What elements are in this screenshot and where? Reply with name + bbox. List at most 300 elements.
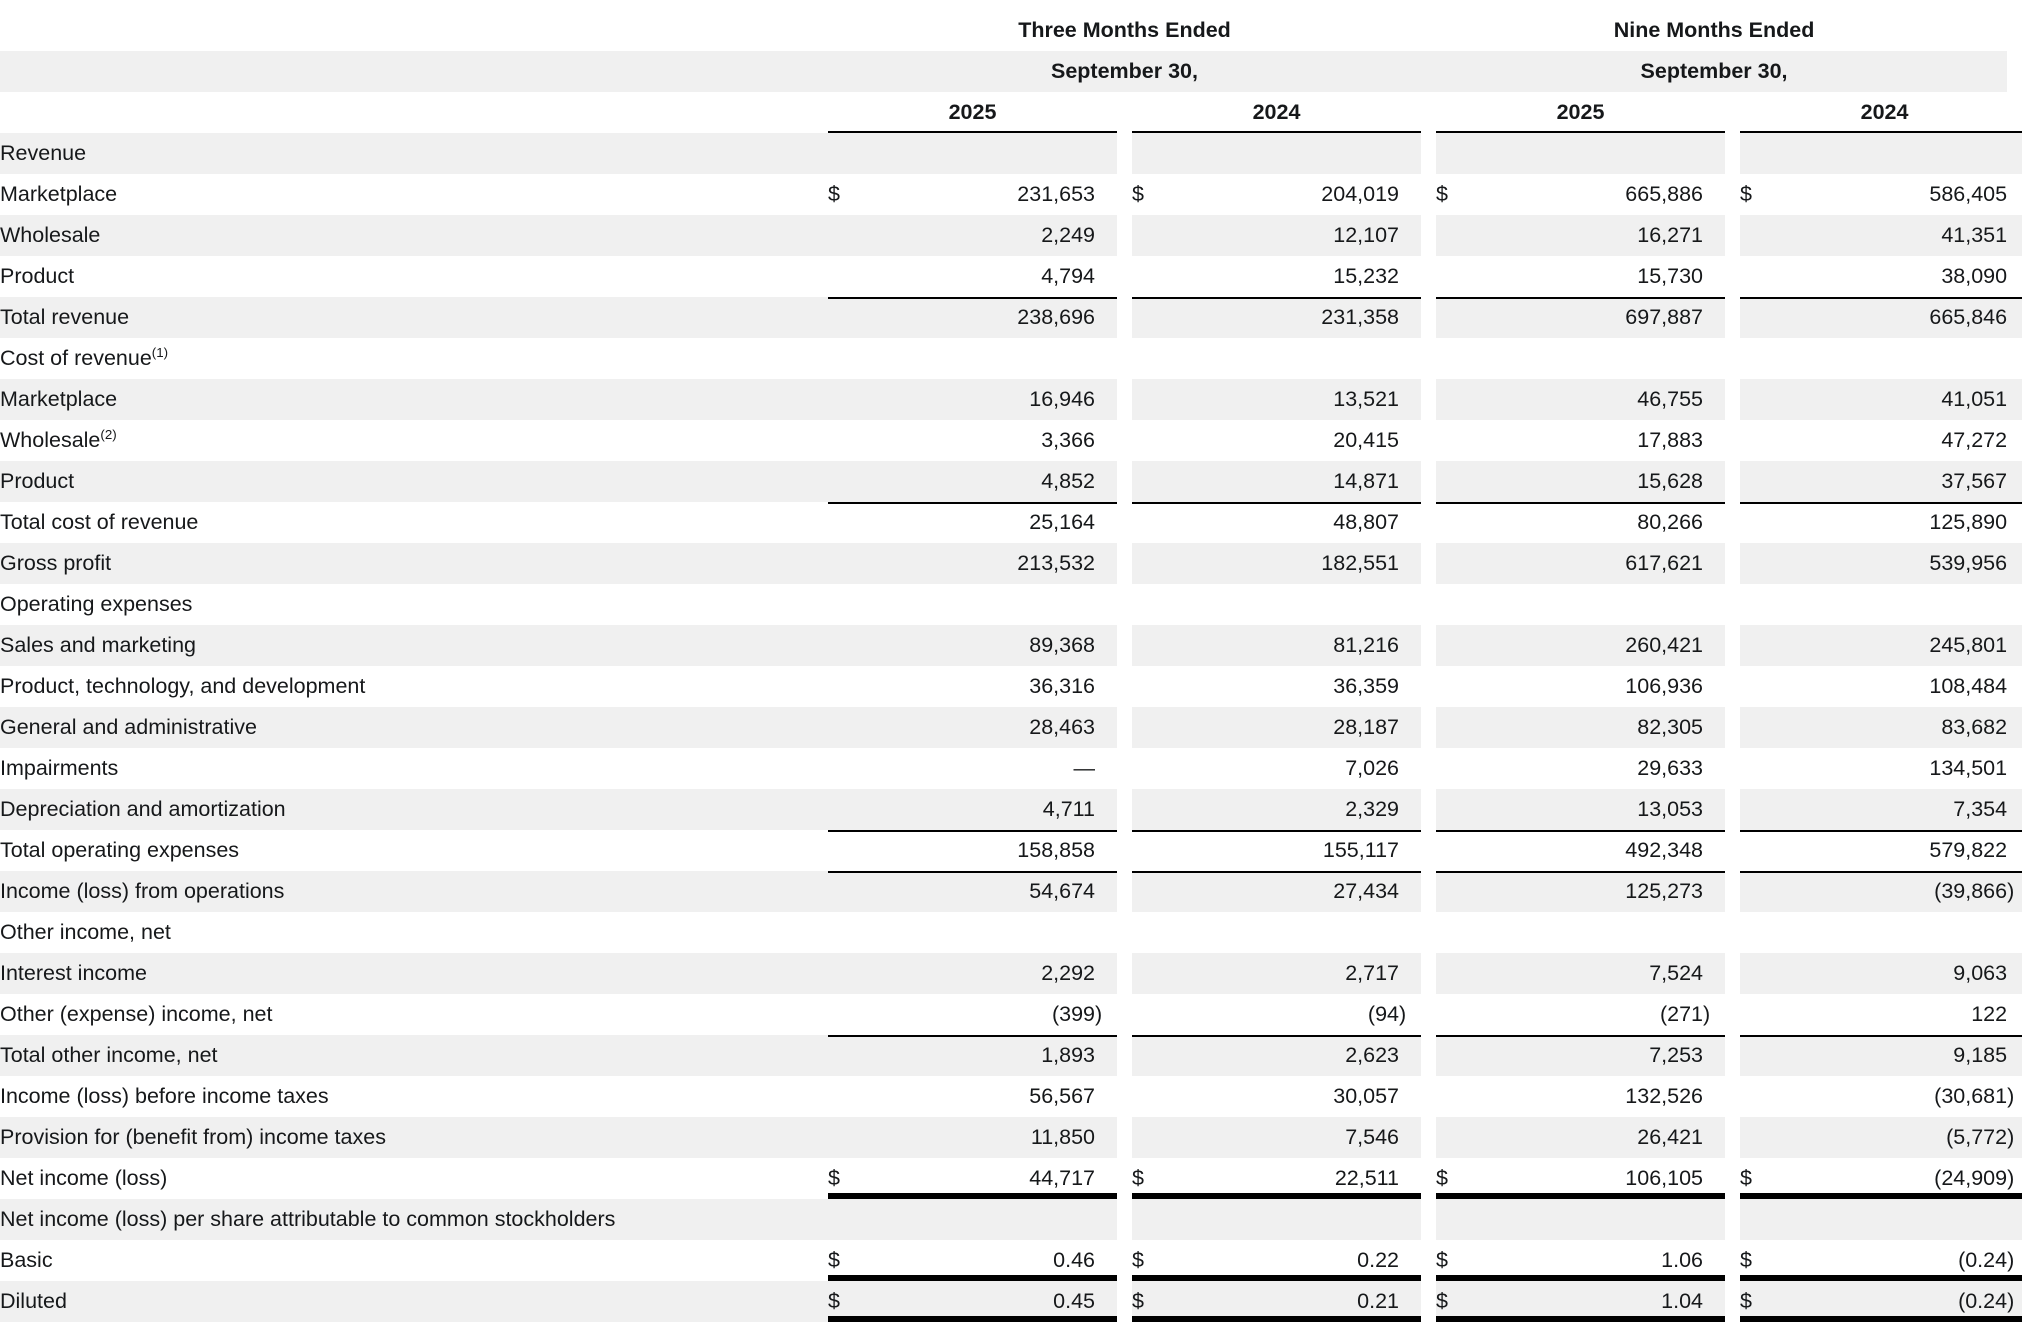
currency-symbol: [1132, 461, 1158, 502]
currency-symbol: [1436, 871, 1462, 912]
value-cell: 2,249: [854, 215, 1095, 256]
table-row: [0, 830, 2022, 871]
column-gap: [1117, 502, 1132, 543]
column-gap: [1725, 830, 1740, 871]
header-group-nine-months: Nine Months Ended: [1421, 10, 2007, 51]
income-statement-table: [0, 10, 2022, 1322]
row-label: Impairments: [0, 748, 828, 789]
paren-close: [1703, 379, 1725, 420]
value-cell: 231,358: [1158, 297, 1399, 338]
row-label: Diluted: [0, 1281, 828, 1322]
currency-symbol: [1740, 461, 1766, 502]
paren-close: [1399, 1117, 1421, 1158]
currency-symbol: [828, 625, 854, 666]
currency-symbol: [1740, 625, 1766, 666]
value-cell: 13,053: [1462, 789, 1703, 830]
paren-close: ): [1095, 994, 1117, 1035]
currency-symbol: [1436, 461, 1462, 502]
value-cell: 4,711: [854, 789, 1095, 830]
currency-symbol: $: [828, 1281, 854, 1322]
value-cell: [1158, 1199, 1399, 1240]
column-gap: [1725, 420, 1740, 461]
paren-close: [1399, 420, 1421, 461]
paren-close: [2007, 379, 2022, 420]
value-cell: 41,351: [1766, 215, 2007, 256]
value-cell: 539,956: [1766, 543, 2007, 584]
column-gap: [1421, 1076, 1436, 1117]
value-cell: (0.24: [1766, 1281, 2007, 1322]
currency-symbol: [1132, 1199, 1158, 1240]
paren-close: [2007, 666, 2022, 707]
value-cell: 9,063: [1766, 953, 2007, 994]
paren-close: [1703, 625, 1725, 666]
currency-symbol: [828, 502, 854, 543]
value-cell: 11,850: [854, 1117, 1095, 1158]
currency-symbol: $: [1740, 1281, 1766, 1322]
table-row: [0, 1035, 2022, 1076]
currency-symbol: [1740, 789, 1766, 830]
table-row: [0, 748, 2022, 789]
paren-close: [1703, 953, 1725, 994]
paren-close: [1095, 707, 1117, 748]
value-cell: 15,232: [1158, 256, 1399, 297]
value-cell: 7,354: [1766, 789, 2007, 830]
paren-close: [1399, 297, 1421, 338]
paren-close: [1703, 666, 1725, 707]
currency-symbol: [1436, 748, 1462, 789]
value-cell: 81,216: [1158, 625, 1399, 666]
currency-symbol: [1132, 502, 1158, 543]
column-gap: [1421, 297, 1436, 338]
column-gap: [1117, 871, 1132, 912]
currency-symbol: [1740, 256, 1766, 297]
column-gap: [1117, 748, 1132, 789]
column-gap: [1725, 1240, 1740, 1281]
table-row: [0, 1117, 2022, 1158]
currency-symbol: [1132, 994, 1158, 1035]
column-gap: [1725, 174, 1740, 215]
column-gap: [1725, 1281, 1740, 1322]
currency-symbol: [1132, 297, 1158, 338]
paren-close: [2007, 994, 2022, 1035]
value-cell: 697,887: [1462, 297, 1703, 338]
currency-symbol: [1436, 338, 1462, 379]
row-label: Net income (loss): [0, 1158, 828, 1199]
column-gap: [1117, 338, 1132, 379]
currency-symbol: [828, 133, 854, 174]
column-gap: [1421, 215, 1436, 256]
paren-close: [2007, 502, 2022, 543]
currency-symbol: [1132, 871, 1158, 912]
header-gap-2: [1421, 92, 1436, 133]
value-cell: [1766, 584, 2007, 625]
value-cell: 0.22: [1158, 1240, 1399, 1281]
currency-symbol: [1436, 789, 1462, 830]
paren-close: [1095, 297, 1117, 338]
value-cell: 27,434: [1158, 871, 1399, 912]
paren-close: [1703, 1158, 1725, 1199]
table-row: [0, 379, 2022, 420]
currency-symbol: [828, 338, 854, 379]
column-gap: [1117, 789, 1132, 830]
currency-symbol: $: [1740, 174, 1766, 215]
currency-symbol: [828, 1117, 854, 1158]
column-gap: [1725, 133, 1740, 174]
value-cell: 13,521: [1158, 379, 1399, 420]
value-cell: 665,846: [1766, 297, 2007, 338]
footnote-marker: (2): [100, 426, 117, 442]
value-cell: (5,772: [1766, 1117, 2007, 1158]
paren-close: [2007, 1035, 2022, 1076]
column-gap: [1421, 1035, 1436, 1076]
value-cell: 82,305: [1462, 707, 1703, 748]
column-gap: [1725, 1035, 1740, 1076]
currency-symbol: [828, 994, 854, 1035]
paren-close: ): [2007, 1158, 2022, 1199]
column-gap: [1117, 215, 1132, 256]
currency-symbol: [1132, 584, 1158, 625]
column-gap: [1421, 174, 1436, 215]
paren-close: [2007, 215, 2022, 256]
currency-symbol: [828, 420, 854, 461]
value-cell: 38,090: [1766, 256, 2007, 297]
column-gap: [1117, 994, 1132, 1035]
header-row-years: [0, 92, 2022, 133]
row-label: Total operating expenses: [0, 830, 828, 871]
value-cell: 0.45: [854, 1281, 1095, 1322]
paren-close: [1399, 1281, 1421, 1322]
currency-symbol: [1132, 625, 1158, 666]
paren-close: [1703, 789, 1725, 830]
value-cell: 16,946: [854, 379, 1095, 420]
table-row: [0, 461, 2022, 502]
paren-close: [1703, 584, 1725, 625]
paren-close: [1095, 215, 1117, 256]
paren-close: [1095, 666, 1117, 707]
column-gap: [1421, 666, 1436, 707]
column-gap: [1117, 1076, 1132, 1117]
paren-close: [1703, 748, 1725, 789]
table-row: [0, 338, 2022, 379]
currency-symbol: [1436, 1117, 1462, 1158]
value-cell: 54,674: [854, 871, 1095, 912]
currency-symbol: [1436, 994, 1462, 1035]
table-row: [0, 584, 2022, 625]
paren-close: [2007, 953, 2022, 994]
currency-symbol: $: [1132, 1158, 1158, 1199]
paren-close: [1095, 1076, 1117, 1117]
value-cell: 579,822: [1766, 830, 2007, 871]
column-gap: [1421, 912, 1436, 953]
column-gap: [1725, 994, 1740, 1035]
currency-symbol: [828, 1076, 854, 1117]
currency-symbol: [1740, 420, 1766, 461]
paren-close: [1703, 461, 1725, 502]
column-gap: [1725, 748, 1740, 789]
row-label: Income (loss) before income taxes: [0, 1076, 828, 1117]
paren-close: [1399, 789, 1421, 830]
currency-symbol: [1132, 215, 1158, 256]
value-cell: 83,682: [1766, 707, 2007, 748]
value-cell: 80,266: [1462, 502, 1703, 543]
paren-close: [1095, 830, 1117, 871]
value-cell: [1462, 133, 1703, 174]
currency-symbol: [828, 953, 854, 994]
header-gap-3: [1725, 92, 1740, 133]
currency-symbol: [1740, 338, 1766, 379]
value-cell: 14,871: [1158, 461, 1399, 502]
paren-close: [1399, 584, 1421, 625]
paren-close: [1095, 871, 1117, 912]
value-cell: 15,628: [1462, 461, 1703, 502]
paren-close: [1399, 748, 1421, 789]
currency-symbol: [1740, 543, 1766, 584]
column-gap: [1421, 1117, 1436, 1158]
currency-symbol: [828, 707, 854, 748]
paren-close: ): [2007, 1240, 2022, 1281]
paren-close: [1703, 912, 1725, 953]
column-gap: [1421, 420, 1436, 461]
currency-symbol: [1132, 379, 1158, 420]
value-cell: [1158, 133, 1399, 174]
row-label: Income (loss) from operations: [0, 871, 828, 912]
currency-symbol: [1436, 666, 1462, 707]
column-gap: [1725, 584, 1740, 625]
value-cell: (0.24: [1766, 1240, 2007, 1281]
currency-symbol: $: [1436, 1281, 1462, 1322]
paren-close: [1703, 174, 1725, 215]
value-cell: 155,117: [1158, 830, 1399, 871]
paren-close: [1095, 1281, 1117, 1322]
value-cell: 2,292: [854, 953, 1095, 994]
paren-close: [1703, 297, 1725, 338]
paren-close: [1095, 789, 1117, 830]
column-gap: [1725, 297, 1740, 338]
value-cell: [854, 584, 1095, 625]
value-cell: 245,801: [1766, 625, 2007, 666]
column-gap: [1421, 543, 1436, 584]
value-cell: 46,755: [1462, 379, 1703, 420]
value-cell: 617,621: [1462, 543, 1703, 584]
value-cell: 44,717: [854, 1158, 1095, 1199]
table-row: [0, 953, 2022, 994]
value-cell: 0.46: [854, 1240, 1095, 1281]
currency-symbol: [828, 543, 854, 584]
column-gap: [1421, 871, 1436, 912]
currency-symbol: [1436, 420, 1462, 461]
column-gap: [1421, 338, 1436, 379]
column-gap: [1725, 1117, 1740, 1158]
table-row: [0, 666, 2022, 707]
value-cell: 36,316: [854, 666, 1095, 707]
currency-symbol: [1436, 912, 1462, 953]
value-cell: 2,329: [1158, 789, 1399, 830]
paren-close: [2007, 133, 2022, 174]
table-row: [0, 420, 2022, 461]
currency-symbol: [1132, 1035, 1158, 1076]
table-row: [0, 789, 2022, 830]
paren-close: [1399, 461, 1421, 502]
column-gap: [1725, 1158, 1740, 1199]
currency-symbol: [1740, 830, 1766, 871]
paren-close: [2007, 256, 2022, 297]
paren-close: [1399, 133, 1421, 174]
column-gap: [1725, 543, 1740, 584]
column-gap: [1421, 379, 1436, 420]
row-label: Wholesale: [0, 215, 828, 256]
paren-close: [1703, 256, 1725, 297]
column-gap: [1725, 707, 1740, 748]
value-cell: (39,866: [1766, 871, 2007, 912]
paren-close: [1703, 1199, 1725, 1240]
row-label: Total cost of revenue: [0, 502, 828, 543]
value-cell: 125,273: [1462, 871, 1703, 912]
paren-close: [1095, 420, 1117, 461]
column-gap: [1421, 133, 1436, 174]
value-cell: [1766, 338, 2007, 379]
row-label: Interest income: [0, 953, 828, 994]
currency-symbol: [1132, 707, 1158, 748]
currency-symbol: [1436, 953, 1462, 994]
row-label: Net income (loss) per share attributable to common stockholders: [0, 1199, 828, 1240]
column-gap: [1421, 830, 1436, 871]
value-cell: 4,794: [854, 256, 1095, 297]
column-gap: [1725, 215, 1740, 256]
paren-close: [1095, 584, 1117, 625]
paren-close: [1095, 379, 1117, 420]
value-cell: 25,164: [854, 502, 1095, 543]
paren-close: [1703, 1281, 1725, 1322]
table-row: [0, 215, 2022, 256]
table-row: [0, 1199, 2022, 1240]
value-cell: [854, 133, 1095, 174]
currency-symbol: [1436, 502, 1462, 543]
value-cell: [854, 912, 1095, 953]
column-gap: [1421, 707, 1436, 748]
paren-close: [1095, 1035, 1117, 1076]
currency-symbol: [1740, 1076, 1766, 1117]
paren-close: [2007, 625, 2022, 666]
column-gap: [1725, 502, 1740, 543]
paren-close: [1703, 543, 1725, 584]
currency-symbol: $: [828, 174, 854, 215]
row-label: Provision for (benefit from) income taxes: [0, 1117, 828, 1158]
currency-symbol: [828, 379, 854, 420]
table-row: [0, 1158, 2022, 1199]
column-gap: [1117, 133, 1132, 174]
table-row: [0, 994, 2022, 1035]
value-cell: 28,187: [1158, 707, 1399, 748]
value-cell: (24,909: [1766, 1158, 2007, 1199]
currency-symbol: [1740, 748, 1766, 789]
column-gap: [1421, 789, 1436, 830]
currency-symbol: [1132, 789, 1158, 830]
value-cell: 0.21: [1158, 1281, 1399, 1322]
value-cell: 22,511: [1158, 1158, 1399, 1199]
header-row-date: [0, 51, 2022, 92]
currency-symbol: [828, 912, 854, 953]
column-gap: [1421, 1281, 1436, 1322]
value-cell: 12,107: [1158, 215, 1399, 256]
currency-symbol: [1740, 953, 1766, 994]
row-label: Product: [0, 256, 828, 297]
currency-symbol: [1132, 666, 1158, 707]
value-cell: 17,883: [1462, 420, 1703, 461]
value-cell: [1462, 1199, 1703, 1240]
value-cell: 1.04: [1462, 1281, 1703, 1322]
paren-close: ): [2007, 871, 2022, 912]
currency-symbol: [1740, 707, 1766, 748]
value-cell: [1158, 338, 1399, 379]
value-cell: 665,886: [1462, 174, 1703, 215]
row-label: Other income, net: [0, 912, 828, 953]
currency-symbol: [1132, 748, 1158, 789]
column-gap: [1725, 666, 1740, 707]
currency-symbol: [1740, 1117, 1766, 1158]
column-gap: [1117, 379, 1132, 420]
currency-symbol: [828, 584, 854, 625]
currency-symbol: [828, 666, 854, 707]
paren-close: [1703, 707, 1725, 748]
table-row: [0, 133, 2022, 174]
value-cell: —: [854, 748, 1095, 789]
currency-symbol: [1740, 994, 1766, 1035]
header-date-nine-months: September 30,: [1421, 51, 2007, 92]
currency-symbol: [1740, 1035, 1766, 1076]
value-cell: 28,463: [854, 707, 1095, 748]
currency-symbol: [828, 215, 854, 256]
paren-close: [1399, 912, 1421, 953]
value-cell: (94: [1158, 994, 1399, 1035]
column-gap: [1421, 256, 1436, 297]
value-cell: [1766, 912, 2007, 953]
column-gap: [1725, 338, 1740, 379]
currency-symbol: [1132, 830, 1158, 871]
paren-close: [1399, 1240, 1421, 1281]
currency-symbol: $: [1132, 1240, 1158, 1281]
row-label: Gross profit: [0, 543, 828, 584]
paren-close: [1095, 543, 1117, 584]
column-gap: [1117, 1035, 1132, 1076]
column-gap: [1725, 953, 1740, 994]
row-label: Product, technology, and development: [0, 666, 828, 707]
value-cell: [854, 338, 1095, 379]
row-label: Basic: [0, 1240, 828, 1281]
column-gap: [1117, 297, 1132, 338]
value-cell: 586,405: [1766, 174, 2007, 215]
currency-symbol: [1436, 1199, 1462, 1240]
currency-symbol: [1740, 502, 1766, 543]
paren-close: [1095, 912, 1117, 953]
currency-symbol: [1132, 1117, 1158, 1158]
value-cell: [854, 1199, 1095, 1240]
paren-close: [2007, 174, 2022, 215]
column-gap: [1725, 461, 1740, 502]
header-group-three-months: Three Months Ended: [828, 10, 1421, 51]
header-gap-1: [1117, 92, 1132, 133]
column-gap: [1421, 1240, 1436, 1281]
currency-symbol: [1740, 871, 1766, 912]
header-year-q3-2025: 2025: [828, 92, 1117, 133]
paren-close: [2007, 584, 2022, 625]
currency-symbol: [1436, 625, 1462, 666]
column-gap: [1421, 1158, 1436, 1199]
value-cell: 134,501: [1766, 748, 2007, 789]
currency-symbol: [1132, 133, 1158, 174]
paren-close: [1399, 543, 1421, 584]
paren-close: [2007, 543, 2022, 584]
paren-close: [2007, 789, 2022, 830]
